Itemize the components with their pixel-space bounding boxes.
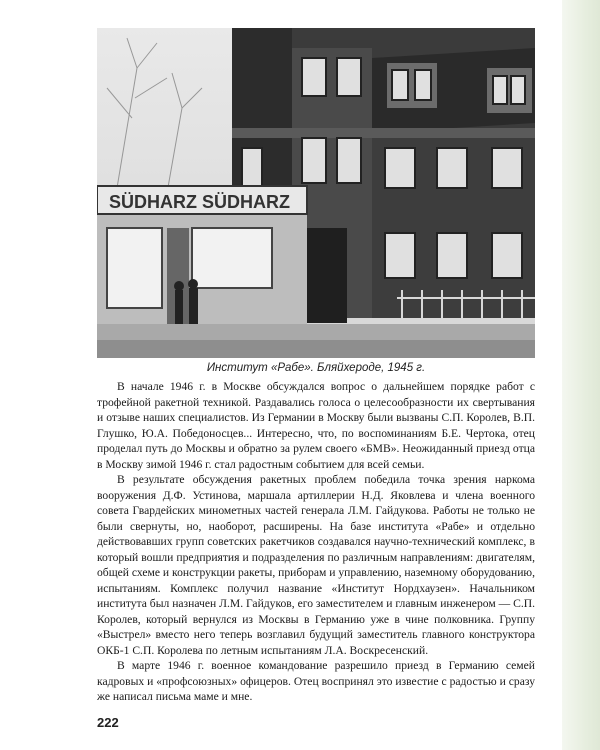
body-text — [97, 379, 535, 705]
paragraph-2: В результате обсуждения ракетных проблем победила точка зрения наркома вооружения Д.Ф. Устинова, маршала артиллерии Н.Д. Яковлева и члена военного совета Гвардейских минометных частей генерала Л.М. Гайдукова. Работы не только не были свернуты, но, наоборот, расширены. На базе института «Рабе» и отдельно действовавших групп советских ракетчиков создавался научно-технический комплекс, в который вошли предприятия и подразделения по различным направлениям: двигателям, общей схеме и конструкции ракеты, приборам и управлению, наземному оборудованию, испытаниям. Комплекс получил название «Институт Нордхаузен». Начальником института был назначен Л.М. Гайдуков, его заместителем и главным инженером — С.П. Королев, который вернулся из Москвы в Германию уже в чине полковника. Группу «Выстрел» вместо него теперь возглавил будущий заместитель главного конструктора ОКБ-1 С.П. Королева по летным испытаниям Л.А. Воскресенский. — [97, 473, 535, 657]
photo-caption: Институт «Рабе». Бляйхероде, 1945 г. — [206, 362, 426, 374]
svg-text:SÜDHARZ: SÜDHARZ — [109, 192, 197, 212]
paragraph-1: В начале 1946 г. в Москве обсуждался вопрос о дальнейшем порядке работ с трофейной ракетной техникой. Раздавались голоса о целесообразности их свертывания и отзыве наших специалистов. Из Германии в Москву были вызваны С.П. Королев, В.П. Глушко, Ю.А. Победоносцев... Интересно, что, по воспоминаниям Б.Е. Чертока, отец проделал путь до Москвы и обратно за рулем своего «БМВ». Неожиданный приезд отца в Москву зимой 1946 г. стал радостным событием для всей семьи. — [97, 380, 535, 471]
page-number: 222 — [97, 715, 119, 730]
paragraph-3: В марте 1946 г. военное командование разрешило приезд в Германию семей кадровых и «профсоюзных» офицеров. Отец воспринял это известие с радостью и сразу же написал письма маме и мне. — [97, 659, 535, 703]
svg-text:SÜDHARZ: SÜDHARZ — [202, 192, 290, 212]
archival-photo — [97, 28, 535, 358]
page-edge — [562, 0, 600, 750]
